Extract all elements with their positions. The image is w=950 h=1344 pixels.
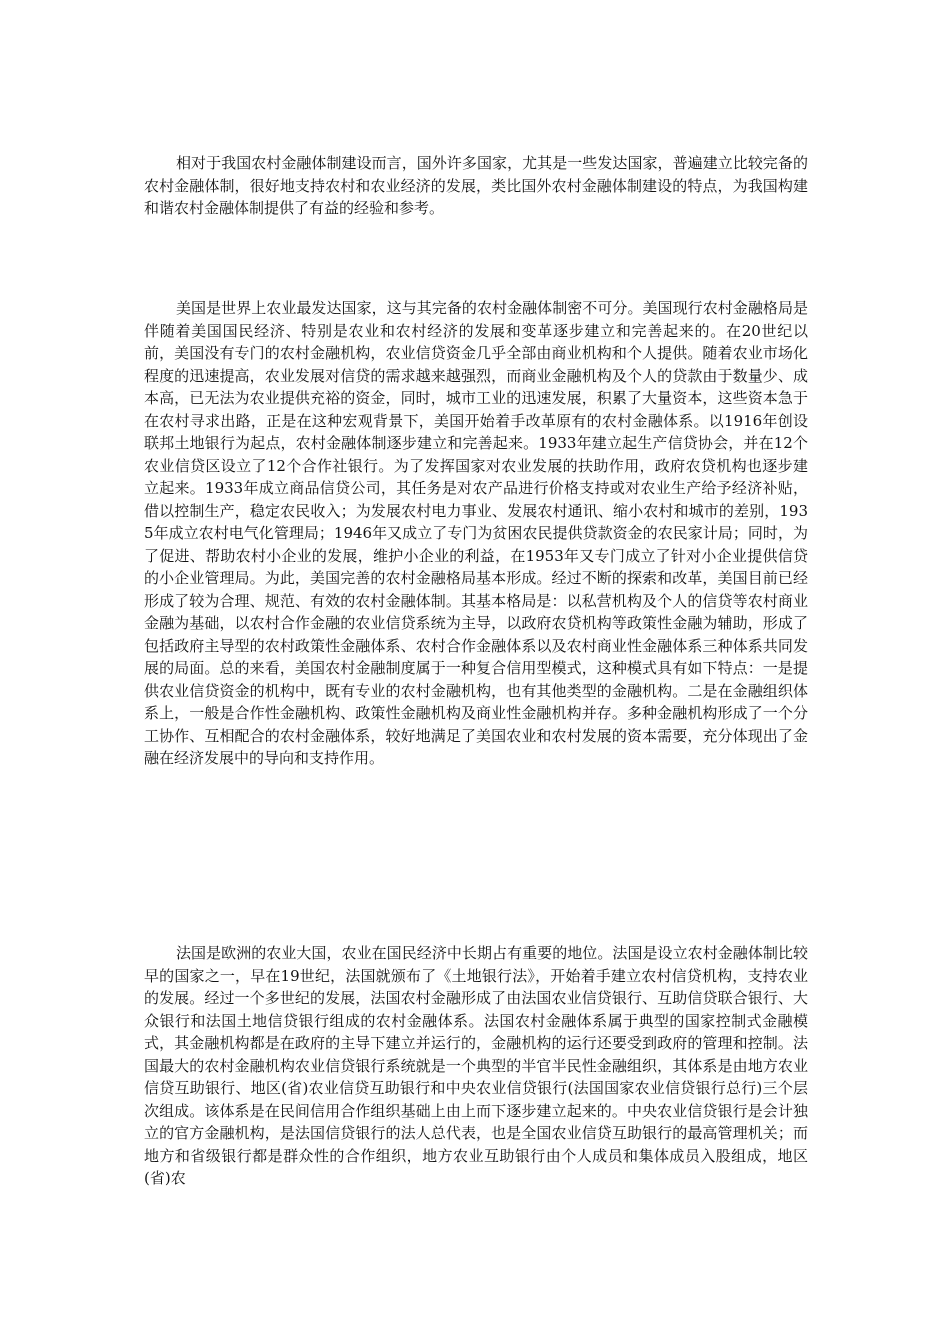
usa-paragraph: 美国是世界上农业最发达国家，这与其完备的农村金融体制密不可分。美国现行农村金融格局是伴随着美国国民经济、特别是农业和农村经济的发展和变革逐步建立和完善起来的。在20世纪以前，美国没有专门的农村金融机构，农业信贷资金几乎全部由商业机构和个人提供。随着农业市场化程度的迅速提高，农业发展对信贷的需求越来越强烈，而商业金融机构及个人的贷款由于数量少、成本高，已无法为农业提供充裕的资金，同时，城市工业的迅速发展，积累了大量资本，这些资本急于在农村寻求出路，正是在这种宏观背景下，美国开始着手改革原有的农村金融体系。以1916年创设联邦土地银行为起点，农村金融体制逐步建立和完善起来。1933年建立起生产信贷协会，并在12个农业信贷区设立了12个合作社银行。为了发挥国家对农业发展的扶助作用，政府农贷机构也逐步建立起来。1933年成立商品信贷公司，其任务是对农产品进行价格支持或对农业生产给予经济补贴，借以控制生产，稳定农民收入；为发展农村电力事业、发展农村通讯、缩小农村和城市的差别，1935年成立农村电气化管理局；1946年又成立了专门为贫困农民提供贷款资金的农民家计局；同时，为了促进、帮助农村小企业的发展，维护小企业的利益，在1953年又专门成立了针对小企业提供信贷的小企业管理局。为此，美国完善的农村金融格局基本形成。经过不断的探索和改革，美国目前已经形成了较为合理、规范、有效的农村金融体制。其基本格局是：以私营机构及个人的信贷等农村商业金融为基础，以农村合作金融的农业信贷系统为主导，以政府农贷机构等政策性金融为辅助，形成了包括政府主导型的农村政策性金融体系、农村合作金融体系以及农村商业性金融体系三种体系共同发展的局面。总的来看，美国农村金融制度属于一种复合信用型模式，这种模式具有如下特点：一是提供农业信贷资金的机构中，既有专业的农村金融机构，也有其他类型的金融机构。二是在金融组织体系上，一般是合作性金融机构、政策性金融机构及商业性金融机构并存。多种金融机构形成了一个分工协作、互相配合的农村金融体系，较好地满足了美国农业和农村发展的资本需要，充分体现出了金融在经济发展中的导向和支持作用。: [144, 299, 808, 767]
france-paragraph: 法国是欧洲的农业大国，农业在国民经济中长期占有重要的地位。法国是设立农村金融体制比较早的国家之一，早在19世纪，法国就颁布了《土地银行法》，开始着手建立农村信贷机构，支持农业的发展。经过一个多世纪的发展，法国农村金融形成了由法国农业信贷银行、互助信贷联合银行、大众银行和法国土地信贷银行组成的农村金融体系。法国农村金融体系属于典型的国家控制式金融模式，其金融机构都是在政府的主导下建立并运行的，金融机构的运行还要受到政府的管理和控制。法国最大的农村金融机构农业信贷银行系统就是一个典型的半官半民性金融组织，其体系是由地方农业信贷互助银行、地区(省)农业信贷互助银行和中央农业信贷银行(法国国家农业信贷银行总行)三个层次组成。该体系是在民间信用合作组织基础上由上而下逐步建立起来的。中央农业信贷银行是会计独立的官方金融机构，是法国信贷银行的法人总代表，也是全国农业信贷互助银行的最高管理机关；而地方和省级银行都是群众性的合作组织，地方农业互助银行由个人成员和集体成员入股组成，地区(省)农: [144, 944, 808, 1187]
intro-paragraph: 相对于我国农村金融体制建设而言，国外许多国家，尤其是一些发达国家，普遍建立比较完备的农村金融体制，很好地支持农村和农业经济的发展，类比国外农村金融体制建设的特点，为我国构建和谐农村金融体制提供了有益的经验和参考。: [144, 154, 808, 217]
